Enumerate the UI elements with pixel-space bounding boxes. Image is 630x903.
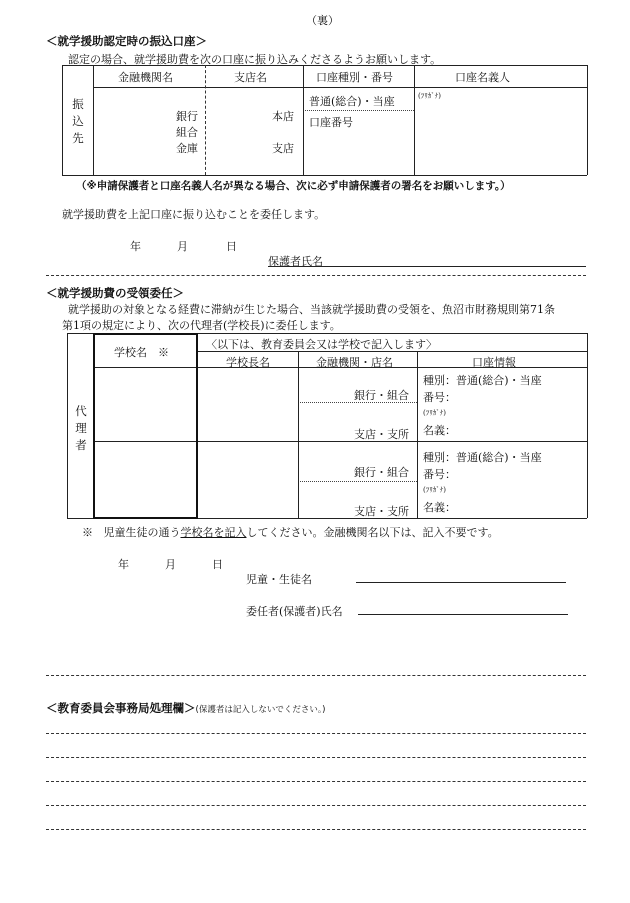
row-label-agent: 代 理 者: [75, 404, 87, 452]
footnote-underlined: 学校名を記入: [180, 526, 247, 539]
row1-number: 番号：: [423, 391, 456, 404]
bank-type-union: 組合: [176, 126, 198, 139]
bank-type-shinkin: 金庫: [176, 142, 198, 155]
row1-branch-label: 支店・支所: [354, 428, 409, 441]
header-account-holder: 口座名義人: [455, 71, 510, 84]
proxy-date-day: 日: [212, 558, 223, 571]
row1-account-type: 種別：普通(総合)・当座: [423, 374, 542, 387]
row1-furigana: (ﾌﾘｶﾞﾅ): [423, 409, 446, 417]
branch-type-branch: 支店: [272, 142, 294, 155]
proxy-body-line1: 就学援助の対象となる経費に滞納が生じた場合、当該就学援助費の受領を、魚沼市財務規則第71条: [68, 303, 555, 316]
delegator-name-line: [358, 614, 568, 615]
row1-holder-name: 名義：: [423, 424, 456, 437]
guardian-name-line: [268, 266, 586, 267]
row2-number: 番号：: [423, 468, 456, 481]
office-section-heading: [46, 700, 325, 716]
date-year: 年: [130, 240, 141, 253]
section-divider: [46, 275, 586, 276]
office-line-4: [46, 805, 586, 806]
proxy-body-line2: 第1項の規定により、次の代理者(学校長)に委任します。: [62, 319, 341, 332]
date-month: 月: [177, 240, 188, 253]
proxy-footnote: [82, 524, 499, 540]
footnote-post: してください。金融機関名以下は、記入不要です。: [246, 526, 499, 539]
office-section-subnote: (保護者は記入しないでください。): [195, 705, 326, 715]
proxy-section-title: ＜就学援助費の受領委任＞: [46, 286, 184, 300]
header-bank-name: 金融機関名: [118, 71, 173, 84]
header-principal-name: 学校長名: [226, 356, 270, 369]
side-label: （裏）: [306, 14, 339, 27]
proxy-date-month: 月: [165, 558, 176, 571]
header-account-type-number: 口座種別・番号: [316, 71, 393, 84]
row2-branch-label: 支店・支所: [354, 505, 409, 518]
student-name-line: [356, 582, 566, 583]
row2-bank-label: 銀行・組合: [354, 466, 409, 479]
header-branch-name: 支店名: [234, 71, 267, 84]
row-label-transfer-destination: 振 込 先: [72, 97, 84, 145]
office-line-2: [46, 757, 586, 758]
footnote-mark: ※: [82, 526, 93, 539]
row2-account-type: 種別：普通(総合)・当座: [423, 451, 542, 464]
office-line-5: [46, 829, 586, 830]
furigana-label: (ﾌﾘｶﾞﾅ): [418, 92, 441, 100]
header-school-name: 学校名 ※: [114, 346, 169, 359]
header-account-info: 口座情報: [472, 356, 516, 369]
office-line-1: [46, 733, 586, 734]
delegator-name-label: 委任者(保護者)氏名: [246, 605, 343, 618]
footnote-pre: 児童生徒の通う: [103, 526, 181, 539]
bank-section-intro: 認定の場合、就学援助費を次の口座に振り込みくださるようお願いします。: [68, 53, 442, 66]
date-day: 日: [226, 240, 237, 253]
branch-type-head: 本店: [272, 110, 294, 123]
header-bank-store: 金融機関・店名: [316, 356, 393, 369]
bank-section-title: ＜就学援助認定時の振込口座＞: [46, 34, 207, 48]
guardian-name-label: 保護者氏名: [268, 255, 323, 268]
bank-section-note: （※申請保護者と口座名義人名が異なる場合、次に必ず申請保護者の署名をお願いします。）: [76, 180, 511, 192]
edu-board-note: 〈以下は、教育委員会又は学校で記入します〉: [206, 338, 437, 351]
office-section-title: ＜教育委員会事務局処理欄＞: [46, 701, 196, 715]
proxy-date-year: 年: [118, 558, 129, 571]
account-type-options: 普通(総合)・当座: [309, 95, 395, 108]
account-number-label: 口座番号: [309, 116, 353, 129]
row2-furigana: (ﾌﾘｶﾞﾅ): [423, 486, 446, 494]
section-divider-2: [46, 675, 586, 676]
row1-bank-label: 銀行・組合: [354, 389, 409, 402]
row2-holder-name: 名義：: [423, 501, 456, 514]
office-line-3: [46, 781, 586, 782]
bank-type-bank: 銀行: [176, 110, 198, 123]
school-name-box: [93, 333, 198, 519]
entrust-text: 就学援助費を上記口座に振り込むことを委任します。: [62, 208, 326, 221]
student-name-label: 児童・生徒名: [246, 573, 312, 586]
